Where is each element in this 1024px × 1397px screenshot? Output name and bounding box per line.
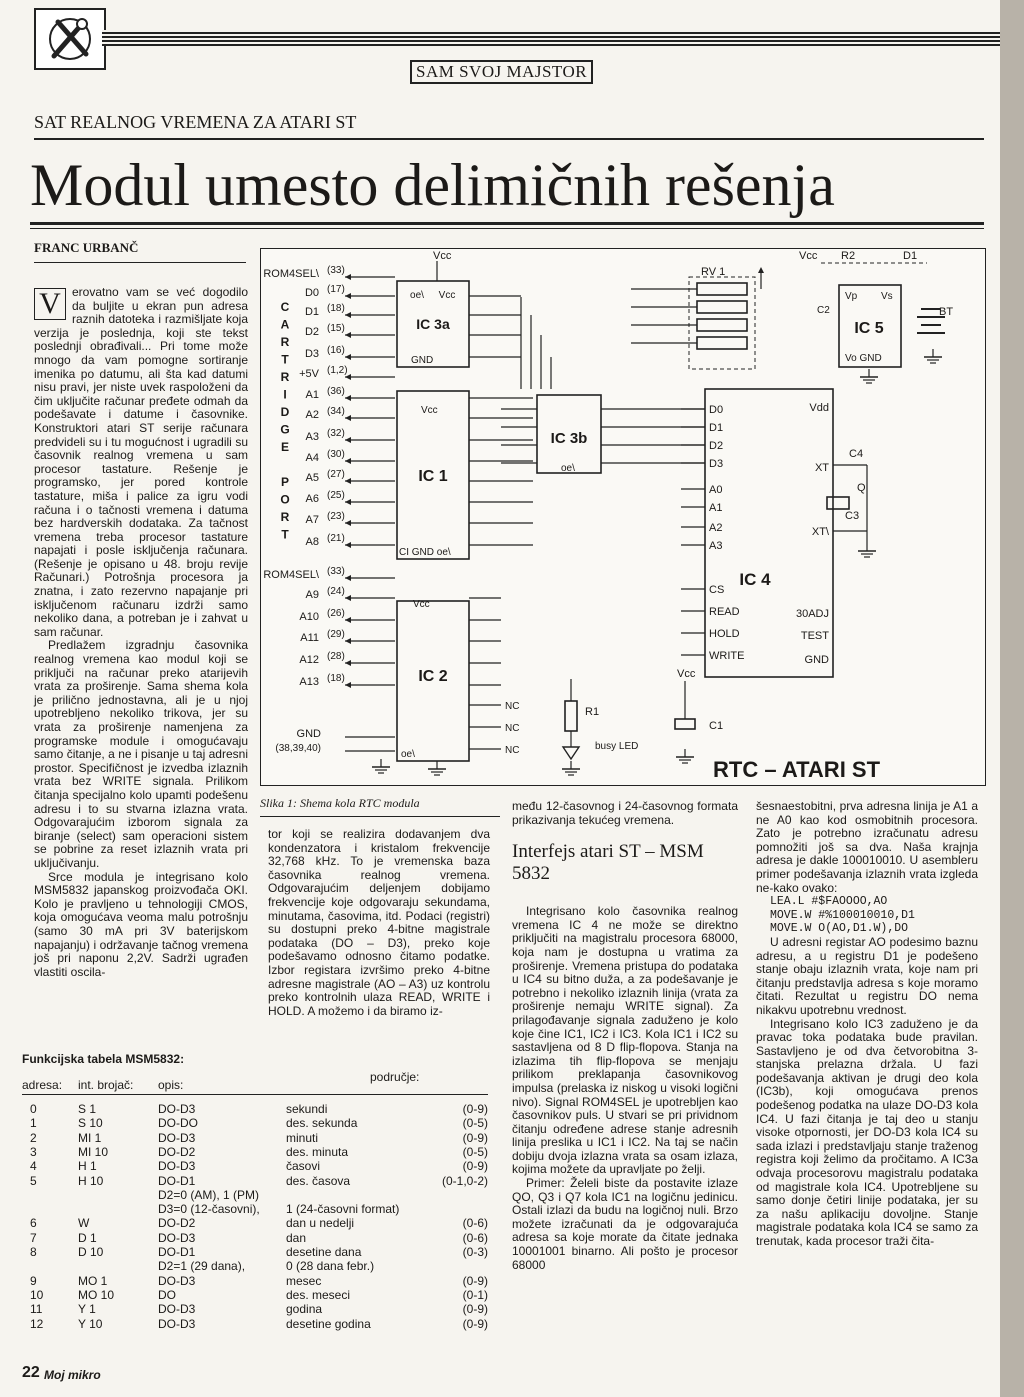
rv1-outline	[689, 277, 755, 369]
arrow-icon	[345, 458, 351, 464]
ic4-pin: A1	[709, 502, 723, 514]
table-cell: DO-D1	[158, 1173, 196, 1188]
table-cell: 0 (28 dana febr.)	[286, 1259, 375, 1274]
ic4-pin: D0	[709, 404, 724, 416]
table-row	[22, 1245, 488, 1259]
table-cell: desetine dana	[286, 1245, 362, 1259]
signal-pin: (33)	[327, 566, 345, 577]
port-letter: C	[280, 300, 290, 314]
gnd-pins: (38,39,40)	[275, 743, 321, 754]
port-letter: E	[280, 440, 290, 454]
section-logo	[34, 8, 106, 70]
table-cell: DO-D3	[158, 1316, 196, 1331]
author-rule	[34, 262, 246, 263]
code-line: MOVE.W #%100010010,D1	[770, 908, 915, 922]
col2-paragraph-1: tor koji se realizira dodavanjem dva kondenzatora i kristalom frekvencije 32,768 kHz. To je vremenska baza časovnika realnog vremena. Odgovarajućim deljenjem dobijamo frekvencije koje odgovaraju sekundama, minutama, časovima, itd. Podaci (registri) su dostupni preko 4-bitne magistrale podataka (DO – D3), preko koje podešavamo odnosno čitamo podatke. Izbor registara izvršimo preko 4-bitne adresne magistrale (AO – A3) uz kontrolu preko kontrolnih ulaza READ, WRITE i HOLD. A možemo i da biramo iz-	[268, 827, 490, 1018]
ic4-label: IC 4	[739, 570, 771, 589]
table-row	[22, 1259, 488, 1273]
signal-pin: (28)	[327, 651, 345, 662]
table-row	[22, 1231, 488, 1245]
section-label: SAM SVOJ MAJSTOR	[410, 60, 593, 84]
table-cell: (0-6)	[462, 1216, 488, 1231]
signal-pin: (29)	[327, 629, 345, 640]
arrow-icon	[345, 542, 351, 548]
table-cell: (0-9)	[462, 1102, 488, 1116]
table-cell: 5	[30, 1173, 37, 1188]
table-cell: 6	[30, 1216, 37, 1231]
ic1-label: IC 1	[418, 468, 448, 485]
table-cell: (0-9)	[462, 1273, 488, 1288]
table-cell: (0-9)	[462, 1302, 488, 1317]
table-cell: D2=1 (29 dana),	[158, 1259, 246, 1274]
ic5-label: IC 5	[854, 320, 884, 337]
signal-pin: (33)	[327, 265, 345, 276]
table-cell: D 1	[78, 1230, 97, 1245]
col1-paragraph-2: Predlažem izgradnju časovnika realnog vremena kao modul koji se priključi na računar preko atarijevih vrata za proširenje. Sama shema kola je prilično jednostavna, ali je u njoj upotrebljeno nekoliko trikova, jer su vrata za proširenje namenjena za programske module i omogućavaju samo čitanje, a ne i pisanje u taj adresni prostor. Specifičnost je izvedba izlaznih vrata bez WRITE signala. Prilikom čitanja specijalno kolo upamti podešenu adresu i to su stvarna izlazna vrata. Odgovarajućim izborom signala za biranje (select) sam operacioni sistem se pobrine za reset izlaznih vrata pri uključivanju.	[34, 638, 248, 870]
figure-caption: Slika 1: Shema kola RTC modula	[260, 796, 420, 810]
signal-pin: (21)	[327, 533, 345, 544]
arrow-icon	[345, 274, 351, 280]
table-cell: (0-9)	[462, 1316, 488, 1331]
table-cell: S 1	[78, 1102, 97, 1116]
arrow-icon	[345, 312, 351, 318]
c4-label: C4	[849, 448, 864, 460]
resistor-element	[697, 337, 747, 349]
table-cell: 2	[30, 1130, 37, 1145]
table-row	[22, 1131, 488, 1145]
signal-name: D0	[304, 287, 319, 299]
table-cell: W	[78, 1216, 90, 1231]
table-row	[22, 1188, 488, 1202]
arrow-icon	[345, 682, 351, 688]
resistor-element	[697, 283, 747, 295]
signal-name: A6	[305, 493, 319, 505]
table-cell: des. sekunda	[286, 1116, 358, 1131]
table-cell: (0-3)	[462, 1245, 488, 1259]
ic4-pin: GND	[804, 654, 829, 666]
crystal-label: Q	[857, 482, 866, 494]
ic4-pin: TEST	[800, 630, 829, 642]
ic3a-oe: oe\	[410, 290, 424, 301]
c1-label: C1	[709, 720, 724, 732]
table-cell: godina	[286, 1302, 323, 1317]
vcc-label: Vcc	[799, 250, 818, 262]
col3-paragraph-2: Primer: Želeli biste da postavite izlaze QO, Q3 i Q7 kola IC1 na logičnu jedinicu. Ostali izlazi da budu na logičnoj nuli. Brzo možete izračunati da je odgovarajuća adresa sa koje morate da čitate jednaka 10001001 binarno. Ali pošto je procesor 68000	[512, 1176, 738, 1272]
signal-name: A4	[305, 452, 319, 464]
kicker-rule	[34, 138, 984, 140]
table-cell: (0-1,0-2)	[441, 1173, 488, 1188]
col4-paragraph-2: U adresni registar AO podesimo baznu adresu, a u registru D1 je podešeno stanje obaju izlaznih vrata, koje nam pri čitanju predstavlja adresa s koje moramo čitati. Rezultat u registru DO nema nikakvu upotrebnu vrednost.	[756, 934, 978, 1017]
table-row	[22, 1274, 488, 1288]
ic3a-gnd: GND	[411, 355, 434, 366]
ic3a-label: IC 3a	[416, 316, 450, 332]
column-2	[268, 828, 490, 1018]
port-letter: I	[283, 387, 287, 402]
table-rule	[22, 1094, 488, 1095]
table-cell: H 1	[78, 1159, 97, 1174]
table-cell: DO-D2	[158, 1144, 196, 1159]
signal-name: A1	[305, 389, 319, 401]
signal-name: A9	[305, 589, 319, 601]
r1-box	[565, 701, 577, 731]
table-cell: MO 1	[78, 1273, 108, 1288]
table-header-cell: adresa:	[22, 1078, 63, 1092]
vcc-label: Vcc	[433, 250, 452, 262]
ic4-pin: A2	[709, 522, 723, 534]
ic3a-vcc: Vcc	[438, 290, 456, 301]
ic1-pins: CI GND oe\	[399, 547, 451, 558]
signal-name: A13	[299, 676, 319, 688]
signal-name: D2	[304, 326, 319, 338]
ic5-pin: Vo GND	[845, 353, 882, 364]
signal-pin: (25)	[327, 490, 345, 501]
ic4-pin: XT\	[811, 526, 829, 538]
col3-paragraph-0: među 12-časovnog i 24-časovnog formata prikazivanja tekućeg vremena.	[512, 799, 738, 827]
signal-name: D1	[304, 306, 319, 318]
signal-pin: (16)	[327, 345, 345, 356]
article-kicker: SAT REALNOG VREMENA ZA ATARI ST	[34, 112, 357, 132]
table-cell: Y 1	[78, 1302, 96, 1317]
r1-label: R1	[585, 706, 600, 718]
table-header	[22, 1070, 488, 1092]
c2-label: C2	[817, 305, 830, 316]
table-cell: (0-9)	[462, 1130, 488, 1145]
table-cell: MI 10	[78, 1144, 109, 1159]
table-cell: 0	[30, 1102, 37, 1116]
ic2-label: IC 2	[418, 668, 448, 685]
ic5-pin: Vp	[845, 291, 858, 302]
led-label: busy LED	[595, 741, 639, 752]
ic4-pin: XT	[814, 462, 829, 474]
table-cell: 7	[30, 1230, 37, 1245]
ic3b-label: IC 3b	[550, 430, 588, 447]
port-letter: R	[280, 510, 290, 524]
table-cell: des. časova	[286, 1173, 351, 1188]
signal-name: A11	[300, 632, 319, 644]
table-cell: DO-D3	[158, 1159, 196, 1174]
column-3	[512, 800, 738, 1272]
table-cell: des. meseci	[286, 1287, 351, 1302]
col4-paragraph-3: Integrisano kolo IC3 zaduženo je da pravac toka podataka bude pravilan. Sastavljeno je od dva četvorobitna 3-stanjska prelazna držala. U fazi podešavanja aktivan je drugi deo kola (IC3b), koji omogućava prenos podešenog podatka na ulaze DO-D3 kola IC4. U fazi čitanja je taj deo u stanju visoke otpornosti, jer DO-D3 kola IC4 su sada izlazi i predstavljaju stanje traženog registra koji želimo da pročitamo. A IC3a odvaja procesorovu magistralu podataka od magistrale kola IC4. Upotrebljene su samo donje četiri linije podataka, jer su za našu aplikaciju dovoljne. Stanje magistrale podataka kola IC4 se samo za trenutak, kada procesor traži čita-	[756, 1016, 978, 1248]
arrow-icon	[345, 595, 351, 601]
nc-label: NC	[505, 701, 520, 712]
signal-pin: (15)	[327, 323, 345, 334]
signal-name: A8	[305, 536, 319, 548]
arrow-icon	[345, 478, 351, 484]
port-letter: T	[281, 527, 289, 542]
headline-rule	[30, 222, 984, 225]
signal-name: A7	[305, 514, 319, 526]
arrow-icon	[345, 660, 351, 666]
signal-name: ROM4SEL\	[263, 569, 319, 581]
signal-pin: (23)	[327, 511, 345, 522]
signal-name: A3	[305, 431, 319, 443]
signal-pin: (17)	[327, 284, 345, 295]
table-header-cell: opis:	[158, 1078, 184, 1092]
arrow-icon	[345, 638, 351, 644]
table-cell: DO-D1	[158, 1245, 196, 1259]
ic4-pin: A3	[709, 540, 723, 552]
header-bar	[102, 30, 1000, 46]
arrow-icon	[345, 499, 351, 505]
nc-label: NC	[505, 745, 520, 756]
ic4-pin: CS	[709, 584, 725, 596]
signal-name: D3	[304, 348, 319, 360]
figure-title: RTC – ATARI ST	[713, 757, 881, 782]
table-cell: desetine godina	[286, 1316, 371, 1331]
headline-rule-thin	[30, 228, 984, 229]
table-cell: Y 10	[78, 1316, 103, 1331]
signal-pin: (26)	[327, 608, 345, 619]
table-row	[22, 1159, 488, 1173]
rtc-schematic	[261, 249, 985, 785]
led-icon	[563, 747, 579, 759]
table-row	[22, 1288, 488, 1302]
port-letter: T	[281, 352, 289, 367]
arrow-icon	[758, 267, 764, 273]
c1-box	[675, 719, 695, 729]
arrow-icon	[345, 575, 351, 581]
table-cell: (0-5)	[462, 1144, 488, 1159]
ic4-pin: 30ADJ	[795, 608, 829, 620]
ic4-pin: WRITE	[709, 650, 745, 662]
table-cell: MI 1	[78, 1130, 102, 1145]
port-letter: R	[280, 370, 290, 384]
signal-name: +5V	[299, 368, 319, 380]
table-cell: 12	[30, 1316, 44, 1331]
table-cell: (0-6)	[462, 1230, 488, 1245]
ic5-pin: Vs	[881, 291, 893, 302]
signal-name: A5	[305, 472, 319, 484]
column-1	[34, 286, 248, 979]
table-cell: D2=0 (AM), 1 (PM)	[158, 1187, 260, 1202]
page-number: 22	[22, 1364, 40, 1381]
ic4-pin: D2	[709, 440, 724, 452]
caption-rule	[260, 816, 500, 817]
signal-name: A10	[299, 611, 319, 623]
arrow-icon	[345, 293, 351, 299]
table-cell: DO-DO	[158, 1116, 198, 1131]
r2-label: R2	[841, 250, 856, 262]
table-cell: des. minuta	[286, 1144, 349, 1159]
port-letter: G	[280, 422, 290, 437]
table-cell: (0-9)	[462, 1159, 488, 1174]
table-cell: (0-5)	[462, 1116, 488, 1131]
table-cell: D3=0 (12-časovni),	[158, 1202, 260, 1217]
vcc-label: Vcc	[677, 668, 696, 680]
signal-pin: (32)	[327, 428, 345, 439]
battery-label: BT	[939, 306, 954, 318]
ic4-pin: Vdd	[809, 402, 829, 414]
col4-paragraph-1: šesnaestobitni, prva adresna linija je A1 a ne A0 kao kod osmobitnih procesora. Zato je potrebno izračunatu adresu pomnožiti još sa dva. Naša krajnja adresa je dakle 100010010. U asembleru primer podešavanja izlaznih vrata izgleda ne-kako ovako:	[756, 799, 978, 895]
signal-pin: (34)	[327, 406, 345, 417]
port-letter: P	[280, 475, 290, 489]
table-row	[22, 1116, 488, 1130]
arrow-icon	[345, 332, 351, 338]
drop-cap: V	[34, 288, 66, 320]
crystal	[827, 497, 849, 509]
signal-name: A2	[305, 409, 319, 421]
author: FRANC URBANČ	[34, 240, 139, 255]
table-cell: 3	[30, 1144, 37, 1159]
ic3b-oe: oe\	[561, 463, 575, 474]
d1-label: D1	[903, 250, 918, 262]
port-letter: O	[280, 492, 290, 507]
table-cell: 1	[30, 1116, 37, 1131]
table-cell: S 10	[78, 1116, 103, 1131]
signal-pin: (30)	[327, 449, 345, 460]
code-line: LEA.L #$FAOOOO,AO	[770, 895, 888, 909]
table-cell: DO-D3	[158, 1230, 196, 1245]
table-row	[22, 1317, 488, 1331]
table-cell: DO-D3	[158, 1130, 196, 1145]
table-row	[22, 1145, 488, 1159]
ic2-vcc: Vcc	[413, 599, 430, 610]
table-header-cell: int. brojač:	[78, 1078, 134, 1092]
page-edge	[1000, 0, 1024, 1397]
table-cell: 10	[30, 1287, 44, 1302]
table-cell: sekundi	[286, 1102, 328, 1116]
ic4-pin: READ	[709, 606, 740, 618]
subheading: Interfejs atari ST – MSM 5832	[512, 841, 704, 885]
column-4	[756, 800, 978, 1249]
port-letter: A	[280, 317, 290, 332]
c3-label: C3	[845, 510, 860, 522]
signal-name: ROM4SEL\	[263, 268, 319, 280]
signal-pin: (36)	[327, 386, 345, 397]
table-cell: 4	[30, 1159, 37, 1174]
table-body	[22, 1102, 488, 1332]
table-row	[22, 1174, 488, 1188]
signal-pin: (1,2)	[327, 365, 348, 376]
signal-pin: (24)	[327, 586, 345, 597]
signal-pin: (18)	[327, 673, 345, 684]
ic4-pin: HOLD	[709, 628, 740, 640]
arrow-icon	[345, 617, 351, 623]
table-cell: minuti	[286, 1130, 319, 1145]
table-header-cell: područje:	[370, 1070, 420, 1084]
table-cell: MO 10	[78, 1287, 115, 1302]
ic4-pin: D1	[709, 422, 724, 434]
table-row	[22, 1302, 488, 1316]
col1-paragraph-1: erovatno vam se već dogodilo da buljite u ekran pun adresa raznih datoteka i razmišljate koja verzija je poslednja, koji ste tekst poslednji obrađivali... Pri tome može mnogo da vam pomogne sortiranje imenika po datumu, ali šta kad datumi nisu pravi, jer niste uvek raspoloženi da čim uključite računar pređete odmah da podešavate i datume i časovnike. Konstruktori atari ST serije računara predvideli su i tu mogućnost i ugradili su časovnik realnog vremena u sam procesor tastature. Rešenje je programsko, jer pored kontrole tastature, miša i palice za igru vodi računa i o tačnosti vremena i datuma bez hardverskih dodataka. Za tačnost vremena treba procesor tastature napajati i posle isključenja računara. (Rešenje je opisano u 48. broju revije Računari.) Potrošnja procesora ja znatna, i zato rezervno napajanje pri isključenom računaru izdrži samo nekoliko dana, a potreban je i zahvat u sam računar.	[34, 285, 248, 639]
headline: Modul umesto delimičnih rešenja	[30, 152, 835, 218]
ic2-oe: oe\	[401, 749, 415, 760]
ic1-vcc: Vcc	[421, 405, 438, 416]
arrow-icon	[345, 437, 351, 443]
table-cell: 8	[30, 1245, 37, 1259]
table-cell: 11	[30, 1302, 43, 1317]
table-cell: DO-D2	[158, 1216, 196, 1231]
signal-pin: (27)	[327, 469, 345, 480]
schematic-figure	[260, 248, 986, 786]
ic4-pin: A0	[709, 484, 723, 496]
code-line: MOVE.W O(AO,D1.W),DO	[770, 922, 909, 936]
table-cell: H 10	[78, 1173, 104, 1188]
table-cell: DO-D3	[158, 1273, 196, 1288]
port-letter: D	[280, 405, 290, 419]
signal-name: A12	[299, 654, 319, 666]
table-row	[22, 1216, 488, 1230]
table-cell: DO-D3	[158, 1302, 196, 1317]
table-cell: časovi	[286, 1159, 321, 1174]
ic4-pin: D3	[709, 458, 724, 470]
signal-pin: (18)	[327, 303, 345, 314]
arrow-icon	[345, 354, 351, 360]
arrow-icon	[345, 395, 351, 401]
resistor-element	[697, 301, 747, 313]
rv1-label: RV 1	[701, 266, 726, 278]
table-title: Funkcijska tabela MSM5832:	[22, 1052, 185, 1066]
table-cell: D 10	[78, 1245, 104, 1259]
table-cell: DO-D3	[158, 1102, 196, 1116]
table-cell: (0-1)	[462, 1287, 488, 1302]
magazine-name: Moj mikro	[44, 1368, 101, 1382]
table-cell: mesec	[286, 1273, 322, 1288]
table-cell: 1 (24-časovni format)	[286, 1202, 400, 1217]
port-letter: R	[280, 335, 290, 349]
col1-paragraph-3: Srce modula je integrisano kolo MSM5832 japanskog proizvođača OKI. Kolo je pravljeno u tehnologiji CMOS, koja omogućava veoma malu potrošnju (samo 30 mA pri 3V baterijskom napajanju) i održavanje tačnog vremena još pri naponu 2,2V. Sadrži ugrađen vlastiti oscila-	[34, 869, 248, 979]
table-cell: 9	[30, 1273, 37, 1288]
table-cell: DO	[158, 1287, 176, 1302]
table-row	[22, 1102, 488, 1116]
table-cell: dan	[286, 1230, 307, 1245]
nc-label: NC	[505, 723, 520, 734]
arrow-icon	[345, 415, 351, 421]
tools-icon	[36, 10, 104, 68]
gnd-label: GND	[296, 728, 321, 740]
arrow-icon	[345, 520, 351, 526]
table-row	[22, 1202, 488, 1216]
resistor-element	[697, 319, 747, 331]
asm-code	[756, 895, 978, 936]
col3-paragraph-1: Integrisano kolo časovnika realnog vremena IC 4 ne može se direktno priključiti na magistralu procesora 68000, koja nam je dostupna u vratima za proširenje. Vremena pristupa do podataka u IC4 su bitno duža, a za podešavanje je potrebno i nekoliko izlaznih linija (vrata za proširenje nemaju WRITE signal). Za prilagođavanje signala zaduženo je kolo koje čine IC1, IC2 i IC3. Kola IC1 i IC2 su sastavljena od 8 D flip-flopova. Stanja na izlazima tih flip-flopova se menjaju prilikom preklapanja časovnikovog impulsa (prelaska iz niskog u visoki logični nivo). Signal ROM4SEL je upotrebljen kao časovnikov puls. U stvari se pri prividnom čitanju određene adrese stanje adresnih linija preslika u IC1 i IC2. Na taj se način dobiju dvoja izlazna vrata sa osam izlaza, kojima možete da upravljate po želji.	[512, 904, 738, 1177]
table-cell: dan u nedelji	[286, 1216, 355, 1231]
